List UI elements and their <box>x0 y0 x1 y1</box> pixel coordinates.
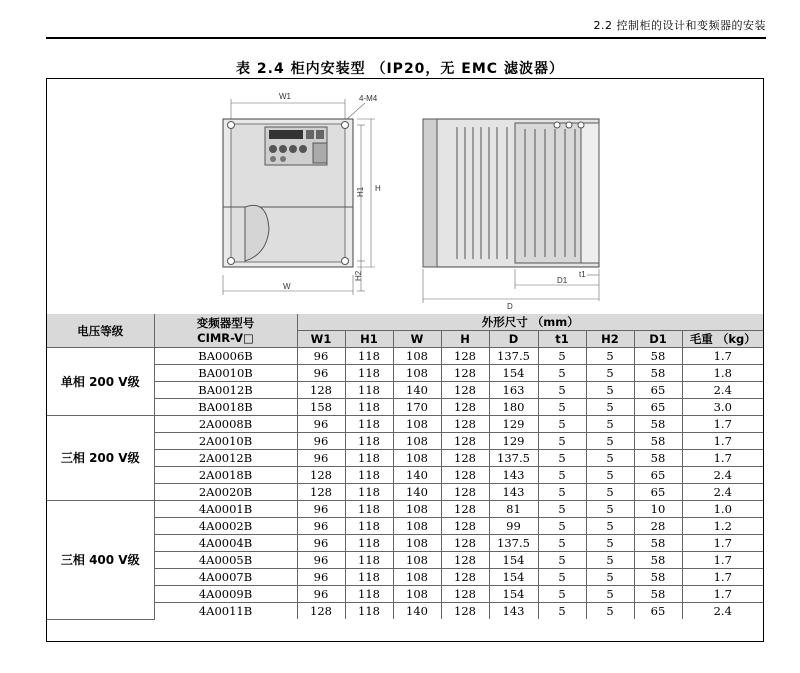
cell-model: 4A0009B <box>154 586 297 603</box>
cell-h: 128 <box>441 552 489 569</box>
cell-t1: 5 <box>538 603 586 620</box>
cell-h: 128 <box>441 382 489 399</box>
cell-w1: 96 <box>297 569 345 586</box>
cell-w1: 128 <box>297 382 345 399</box>
front-view <box>223 99 353 267</box>
cell-model: 4A0002B <box>154 518 297 535</box>
cell-h: 128 <box>441 399 489 416</box>
cell-t1: 5 <box>538 501 586 518</box>
header-d1: D1 <box>634 331 682 348</box>
table-row <box>47 586 763 603</box>
cell-h2: 5 <box>586 416 634 433</box>
drawing-svg <box>47 79 763 314</box>
header-w1: W1 <box>297 331 345 348</box>
cell-t1: 5 <box>538 467 586 484</box>
cell-h: 128 <box>441 467 489 484</box>
table-row <box>47 348 763 365</box>
cell-weight: 1.8 <box>682 365 763 382</box>
cell-h: 128 <box>441 450 489 467</box>
label-w1: W1 <box>279 92 291 101</box>
cell-t1: 5 <box>538 518 586 535</box>
cell-w: 108 <box>393 501 441 518</box>
label-t1: t1 <box>579 270 586 279</box>
table-row <box>47 552 763 569</box>
cell-t1: 5 <box>538 484 586 501</box>
cell-h1: 118 <box>345 484 393 501</box>
cell-h1: 118 <box>345 399 393 416</box>
cell-d: 180 <box>489 399 538 416</box>
table-row <box>47 535 763 552</box>
cell-d: 137.5 <box>489 535 538 552</box>
header-h2: H2 <box>586 331 634 348</box>
cell-h: 128 <box>441 365 489 382</box>
cell-h2: 5 <box>586 484 634 501</box>
cell-h2: 5 <box>586 552 634 569</box>
table-row <box>47 569 763 586</box>
cell-h1: 118 <box>345 467 393 484</box>
cell-weight: 1.7 <box>682 450 763 467</box>
cell-w1: 96 <box>297 552 345 569</box>
cell-h: 128 <box>441 518 489 535</box>
table-row <box>47 433 763 450</box>
cell-h1: 118 <box>345 535 393 552</box>
cell-h2: 5 <box>586 467 634 484</box>
cell-t1: 5 <box>538 416 586 433</box>
cell-model: 2A0012B <box>154 450 297 467</box>
dimension-drawing <box>47 79 763 315</box>
cell-w1: 96 <box>297 365 345 382</box>
cell-w1: 128 <box>297 484 345 501</box>
cell-h: 128 <box>441 348 489 365</box>
cell-w: 108 <box>393 365 441 382</box>
cell-w1: 128 <box>297 467 345 484</box>
cell-d1: 65 <box>634 382 682 399</box>
cell-d: 143 <box>489 603 538 620</box>
table-row <box>47 450 763 467</box>
cell-w: 108 <box>393 552 441 569</box>
cell-model: 2A0008B <box>154 416 297 433</box>
cell-t1: 5 <box>538 399 586 416</box>
label-d: D <box>507 302 513 311</box>
cell-t1: 5 <box>538 433 586 450</box>
table-row <box>47 365 763 382</box>
header-t1: t1 <box>538 331 586 348</box>
cell-h2: 5 <box>586 603 634 620</box>
cell-h1: 118 <box>345 433 393 450</box>
cell-weight: 1.7 <box>682 416 763 433</box>
voltage-class-cell: 三相 400 V级 <box>47 501 154 620</box>
voltage-class-cell: 三相 200 V级 <box>47 416 154 501</box>
cell-weight: 2.4 <box>682 382 763 399</box>
cell-model: BA0006B <box>154 348 297 365</box>
cell-h2: 5 <box>586 586 634 603</box>
cell-d1: 65 <box>634 484 682 501</box>
label-h2: H2 <box>354 270 363 281</box>
cell-w1: 96 <box>297 450 345 467</box>
table-row <box>47 484 763 501</box>
header-h: H <box>441 331 489 348</box>
cell-weight: 3.0 <box>682 399 763 416</box>
cell-t1: 5 <box>538 552 586 569</box>
cell-d1: 65 <box>634 603 682 620</box>
cell-d: 129 <box>489 416 538 433</box>
cell-d: 143 <box>489 484 538 501</box>
header-model-line2: CIMR-V□ <box>197 330 254 345</box>
cell-weight: 2.4 <box>682 484 763 501</box>
cell-d: 143 <box>489 467 538 484</box>
table-title: 表 2.4 柜内安装型 （IP20，无 EMC 滤波器） <box>236 61 564 77</box>
cell-t1: 5 <box>538 450 586 467</box>
cell-weight: 1.0 <box>682 501 763 518</box>
cell-model: BA0010B <box>154 365 297 382</box>
cell-t1: 5 <box>538 535 586 552</box>
cell-t1: 5 <box>538 365 586 382</box>
cell-d: 154 <box>489 552 538 569</box>
header-model-line1: 变频器型号 <box>196 315 255 330</box>
cell-d1: 58 <box>634 348 682 365</box>
cell-weight: 1.7 <box>682 586 763 603</box>
cell-h2: 5 <box>586 535 634 552</box>
cell-h2: 5 <box>586 399 634 416</box>
cell-h1: 118 <box>345 382 393 399</box>
cell-d1: 58 <box>634 569 682 586</box>
cell-h1: 118 <box>345 501 393 518</box>
cell-w1: 96 <box>297 586 345 603</box>
cell-model: 2A0010B <box>154 433 297 450</box>
side-view <box>423 119 599 267</box>
cell-h: 128 <box>441 586 489 603</box>
table-row <box>47 603 763 620</box>
table-row <box>47 467 763 484</box>
cell-d: 137.5 <box>489 450 538 467</box>
cell-weight: 1.7 <box>682 535 763 552</box>
table-frame <box>46 78 764 642</box>
cell-d: 99 <box>489 518 538 535</box>
cell-t1: 5 <box>538 569 586 586</box>
cell-weight: 1.2 <box>682 518 763 535</box>
cell-h1: 118 <box>345 569 393 586</box>
header-rule <box>46 37 766 39</box>
table-row <box>47 416 763 433</box>
cell-model: BA0012B <box>154 382 297 399</box>
header-dimensions: 外形尺寸 （mm） <box>297 314 763 331</box>
header-d: D <box>489 331 538 348</box>
cell-model: 2A0018B <box>154 467 297 484</box>
cell-model: 2A0020B <box>154 484 297 501</box>
cell-h2: 5 <box>586 433 634 450</box>
cell-h2: 5 <box>586 501 634 518</box>
cell-d: 154 <box>489 569 538 586</box>
cell-w: 140 <box>393 484 441 501</box>
cell-model: 4A0007B <box>154 569 297 586</box>
table-row <box>47 518 763 535</box>
cell-h: 128 <box>441 416 489 433</box>
label-4m4: 4-M4 <box>359 94 378 103</box>
cell-w1: 96 <box>297 535 345 552</box>
cell-w1: 158 <box>297 399 345 416</box>
cell-d1: 58 <box>634 552 682 569</box>
cell-w: 108 <box>393 416 441 433</box>
running-head: 2.2 控制柜的设计和变频器的安装 <box>593 19 766 32</box>
cell-h: 128 <box>441 603 489 620</box>
cell-h2: 5 <box>586 569 634 586</box>
cell-w: 140 <box>393 382 441 399</box>
cell-h1: 118 <box>345 450 393 467</box>
cell-w1: 96 <box>297 433 345 450</box>
cell-d1: 58 <box>634 586 682 603</box>
cell-w: 140 <box>393 603 441 620</box>
cell-h1: 118 <box>345 518 393 535</box>
cell-h2: 5 <box>586 382 634 399</box>
cell-d: 137.5 <box>489 348 538 365</box>
cell-w: 108 <box>393 569 441 586</box>
cell-d1: 10 <box>634 501 682 518</box>
cell-d1: 58 <box>634 416 682 433</box>
cell-d1: 65 <box>634 399 682 416</box>
cell-t1: 5 <box>538 348 586 365</box>
cell-weight: 1.7 <box>682 552 763 569</box>
cell-model: BA0018B <box>154 399 297 416</box>
cell-model: 4A0001B <box>154 501 297 518</box>
cell-h2: 5 <box>586 518 634 535</box>
cell-h2: 5 <box>586 365 634 382</box>
cell-w: 140 <box>393 467 441 484</box>
cell-w: 108 <box>393 535 441 552</box>
cell-w: 108 <box>393 348 441 365</box>
dimensions-table <box>47 314 763 620</box>
cell-d: 154 <box>489 365 538 382</box>
cell-w: 108 <box>393 433 441 450</box>
header-w: W <box>393 331 441 348</box>
table-row <box>47 501 763 518</box>
cell-h: 128 <box>441 535 489 552</box>
cell-d1: 58 <box>634 535 682 552</box>
cell-h1: 118 <box>345 348 393 365</box>
cell-w: 108 <box>393 586 441 603</box>
cell-d1: 58 <box>634 365 682 382</box>
header-h1: H1 <box>345 331 393 348</box>
cell-weight: 2.4 <box>682 467 763 484</box>
cell-w1: 96 <box>297 348 345 365</box>
cell-d: 129 <box>489 433 538 450</box>
cell-t1: 5 <box>538 382 586 399</box>
cell-w: 170 <box>393 399 441 416</box>
cell-h1: 118 <box>345 416 393 433</box>
label-h1: H1 <box>356 186 365 197</box>
cell-weight: 1.7 <box>682 348 763 365</box>
header-model <box>154 314 297 348</box>
cell-weight: 1.7 <box>682 433 763 450</box>
cell-d1: 28 <box>634 518 682 535</box>
label-h: H <box>375 184 381 193</box>
cell-h1: 118 <box>345 603 393 620</box>
cell-h: 128 <box>441 433 489 450</box>
cell-model: 4A0011B <box>154 603 297 620</box>
cell-t1: 5 <box>538 586 586 603</box>
cell-h2: 5 <box>586 348 634 365</box>
cell-weight: 1.7 <box>682 569 763 586</box>
cell-w: 108 <box>393 518 441 535</box>
label-w: W <box>283 282 291 291</box>
cell-weight: 2.4 <box>682 603 763 620</box>
cell-h2: 5 <box>586 450 634 467</box>
cell-w1: 96 <box>297 518 345 535</box>
cell-d: 81 <box>489 501 538 518</box>
cell-h: 128 <box>441 484 489 501</box>
cell-w1: 128 <box>297 603 345 620</box>
cell-d1: 58 <box>634 450 682 467</box>
table-row <box>47 399 763 416</box>
cell-h1: 118 <box>345 365 393 382</box>
cell-h1: 118 <box>345 552 393 569</box>
cell-h1: 118 <box>345 586 393 603</box>
table-row <box>47 382 763 399</box>
cell-model: 4A0005B <box>154 552 297 569</box>
cell-h: 128 <box>441 569 489 586</box>
cell-d: 154 <box>489 586 538 603</box>
cell-d1: 65 <box>634 467 682 484</box>
voltage-class-cell: 单相 200 V级 <box>47 348 154 416</box>
cell-d1: 58 <box>634 433 682 450</box>
cell-w: 108 <box>393 450 441 467</box>
header-weight: 毛重 （kg） <box>682 331 763 348</box>
label-d1: D1 <box>557 276 568 285</box>
dimensions-table-body <box>47 348 763 620</box>
cell-h: 128 <box>441 501 489 518</box>
cell-d: 163 <box>489 382 538 399</box>
cell-w1: 96 <box>297 501 345 518</box>
cell-w1: 96 <box>297 416 345 433</box>
header-voltage: 电压等级 <box>47 314 154 348</box>
cell-model: 4A0004B <box>154 535 297 552</box>
